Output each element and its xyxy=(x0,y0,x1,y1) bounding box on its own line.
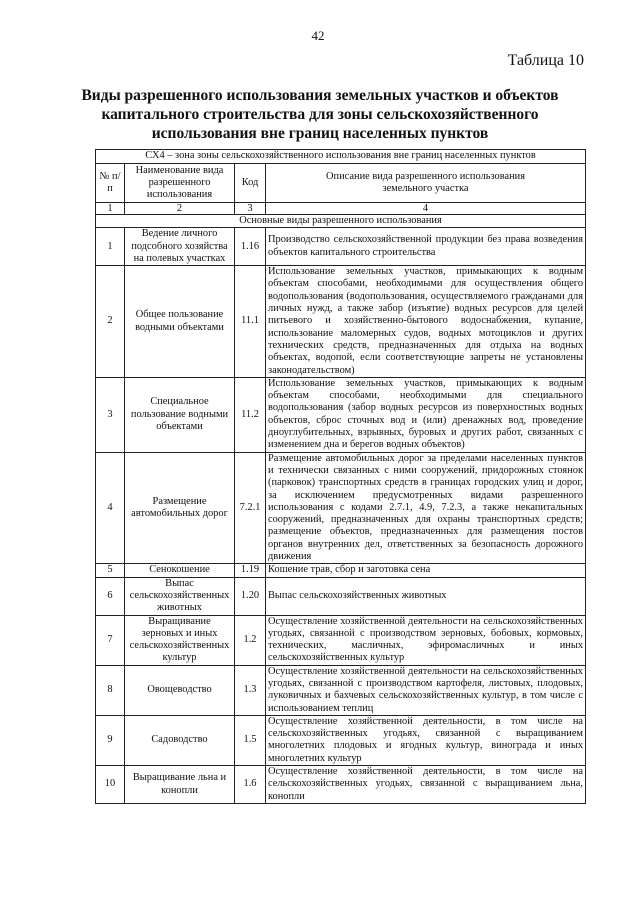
row-code: 1.6 xyxy=(235,766,266,804)
table-row xyxy=(96,615,586,665)
row-code: 7.2.1 xyxy=(235,452,266,564)
row-num: 4 xyxy=(96,452,125,564)
row-num: 9 xyxy=(96,715,125,765)
row-name: Специальное пользование водными объектами xyxy=(125,377,235,452)
col-header-name: Наименование вида разрешенного использования xyxy=(125,164,235,203)
section-row xyxy=(96,215,586,228)
row-desc: Осуществление хозяйственной деятельности, в том числе на сельскохозяйственных угодьях, связанной с выращиванием льна, конопли xyxy=(266,766,586,804)
title-line: Виды разрешенного использования земельных участков и объектов xyxy=(81,87,559,104)
column-index: 3 xyxy=(235,203,266,215)
row-num: 7 xyxy=(96,615,125,665)
row-code: 1.3 xyxy=(235,665,266,715)
row-desc: Производство сельскохозяйственной продукции без права возведения объектов капитального строительства xyxy=(266,228,586,266)
row-desc: Использование земельных участков, примыкающих к водным объектам способами, необходимыми для специального водопользования (забор водных ресурсов из поверхностных водных объектов, сброс сточных вод и (или) дренажных вод, проведение дноуглубительных, взрывных, буровых и других работ, связанных с изменением дна и берегов водных объектов) xyxy=(266,377,586,452)
table-row xyxy=(96,665,586,715)
row-num: 2 xyxy=(96,266,125,378)
column-header-row xyxy=(96,164,586,203)
row-desc: Осуществление хозяйственной деятельности на сельскохозяйственных угодьях, связанной с производством зерновых, бобовых, кормовых, технических, масличных, эфиромасличных и иных сельскохозяйственных культур xyxy=(266,615,586,665)
row-name: Овощеводство xyxy=(125,665,235,715)
column-index-row xyxy=(96,203,586,215)
row-desc: Использование земельных участков, примыкающих к водным объектам способами, необходимыми для осуществления общего водопользования (водопользования, осуществляемого гражданами для личных нужд, а также забор (изъятие) водных ресурсов для целей питьевого и хозяйственно-бытового водоснабжения, купание, использование маломерных судов, водных мотоциклов и других технических средств, предназначенных для отдыха на водных объектах, водопой, если соответствующие запреты не установлены законодательством) xyxy=(266,266,586,378)
title-line: капитального строительства для зоны сельскохозяйственного xyxy=(101,106,539,123)
col-header-code: Код xyxy=(235,164,266,203)
title-line: использования вне границ населенных пунктов xyxy=(151,125,489,142)
zone-header-row xyxy=(96,150,586,164)
row-name: Садоводство xyxy=(125,715,235,765)
row-code: 1.16 xyxy=(235,228,266,266)
row-name: Ведение личного подсобного хозяйства на полевых участках xyxy=(125,228,235,266)
row-num: 3 xyxy=(96,377,125,452)
row-name: Выпас сельскохозяйственных животных xyxy=(125,577,235,615)
table-row xyxy=(96,266,586,378)
table-row xyxy=(96,564,586,577)
row-num: 8 xyxy=(96,665,125,715)
row-code: 1.5 xyxy=(235,715,266,765)
row-desc: Кошение трав, сбор и заготовка сена xyxy=(266,564,586,577)
column-index: 1 xyxy=(96,203,125,215)
row-name: Общее пользование водными объектами xyxy=(125,266,235,378)
table-row xyxy=(96,228,586,266)
row-desc: Выпас сельскохозяйственных животных xyxy=(266,577,586,615)
row-num: 6 xyxy=(96,577,125,615)
row-name: Выращивание льна и конопли xyxy=(125,766,235,804)
row-num: 1 xyxy=(96,228,125,266)
row-code: 1.19 xyxy=(235,564,266,577)
table-row xyxy=(96,377,586,452)
row-desc: Размещение автомобильных дорог за пределами населенных пунктов и технически связанных с ними сооружений, придорожных стоянок (парковок) транспортных средств в границах городских улиц и дорог, за исключением предусмотренных видами разрешенного использования с кодами 2.7.1, 4.9, 7.2.3, а также некапитальных сооружений, предназначенных для охраны транспортных средств; размещение объектов, предназначенных для размещения постов органов внутренних дел, ответственных за безопасность дорожного движения xyxy=(266,452,586,564)
row-code: 11.2 xyxy=(235,377,266,452)
col-header-desc: Описание вида разрешенного использования земельного участка xyxy=(266,164,586,203)
column-index: 2 xyxy=(125,203,235,215)
row-name: Сенокошение xyxy=(125,564,235,577)
row-desc: Осуществление хозяйственной деятельности на сельскохозяйственных угодьях, связанной с производством картофеля, листовых, плодовых, луковичных и бахчевых сельскохозяйственных культур, в том числе с использованием теплиц xyxy=(266,665,586,715)
row-num: 5 xyxy=(96,564,125,577)
row-desc: Осуществление хозяйственной деятельности, в том числе на сельскохозяйственных угодьях, связанной с выращиванием многолетних плодовых и ягодных культур, винограда и иных многолетних культур xyxy=(266,715,586,765)
column-index: 4 xyxy=(266,203,586,215)
page-number: 42 xyxy=(311,28,325,43)
row-code: 1.2 xyxy=(235,615,266,665)
row-code: 1.20 xyxy=(235,577,266,615)
row-num: 10 xyxy=(96,766,125,804)
row-name: Размещение автомобильных дорог xyxy=(125,452,235,564)
land-use-table xyxy=(95,149,586,804)
table-row xyxy=(96,577,586,615)
table-row xyxy=(96,452,586,564)
table-row xyxy=(96,766,586,804)
row-code: 11.1 xyxy=(235,266,266,378)
row-name: Выращивание зерновых и иных сельскохозяйственных культур xyxy=(125,615,235,665)
table-row xyxy=(96,715,586,765)
section-title: Основные виды разрешенного использования xyxy=(96,215,586,228)
zone-header: СХ4 – зона зоны сельскохозяйственного использования вне границ населенных пунктов xyxy=(96,150,586,164)
table-label: Таблица 10 xyxy=(507,52,584,69)
document-title xyxy=(60,86,580,143)
col-header-num: № п/п xyxy=(96,164,125,203)
